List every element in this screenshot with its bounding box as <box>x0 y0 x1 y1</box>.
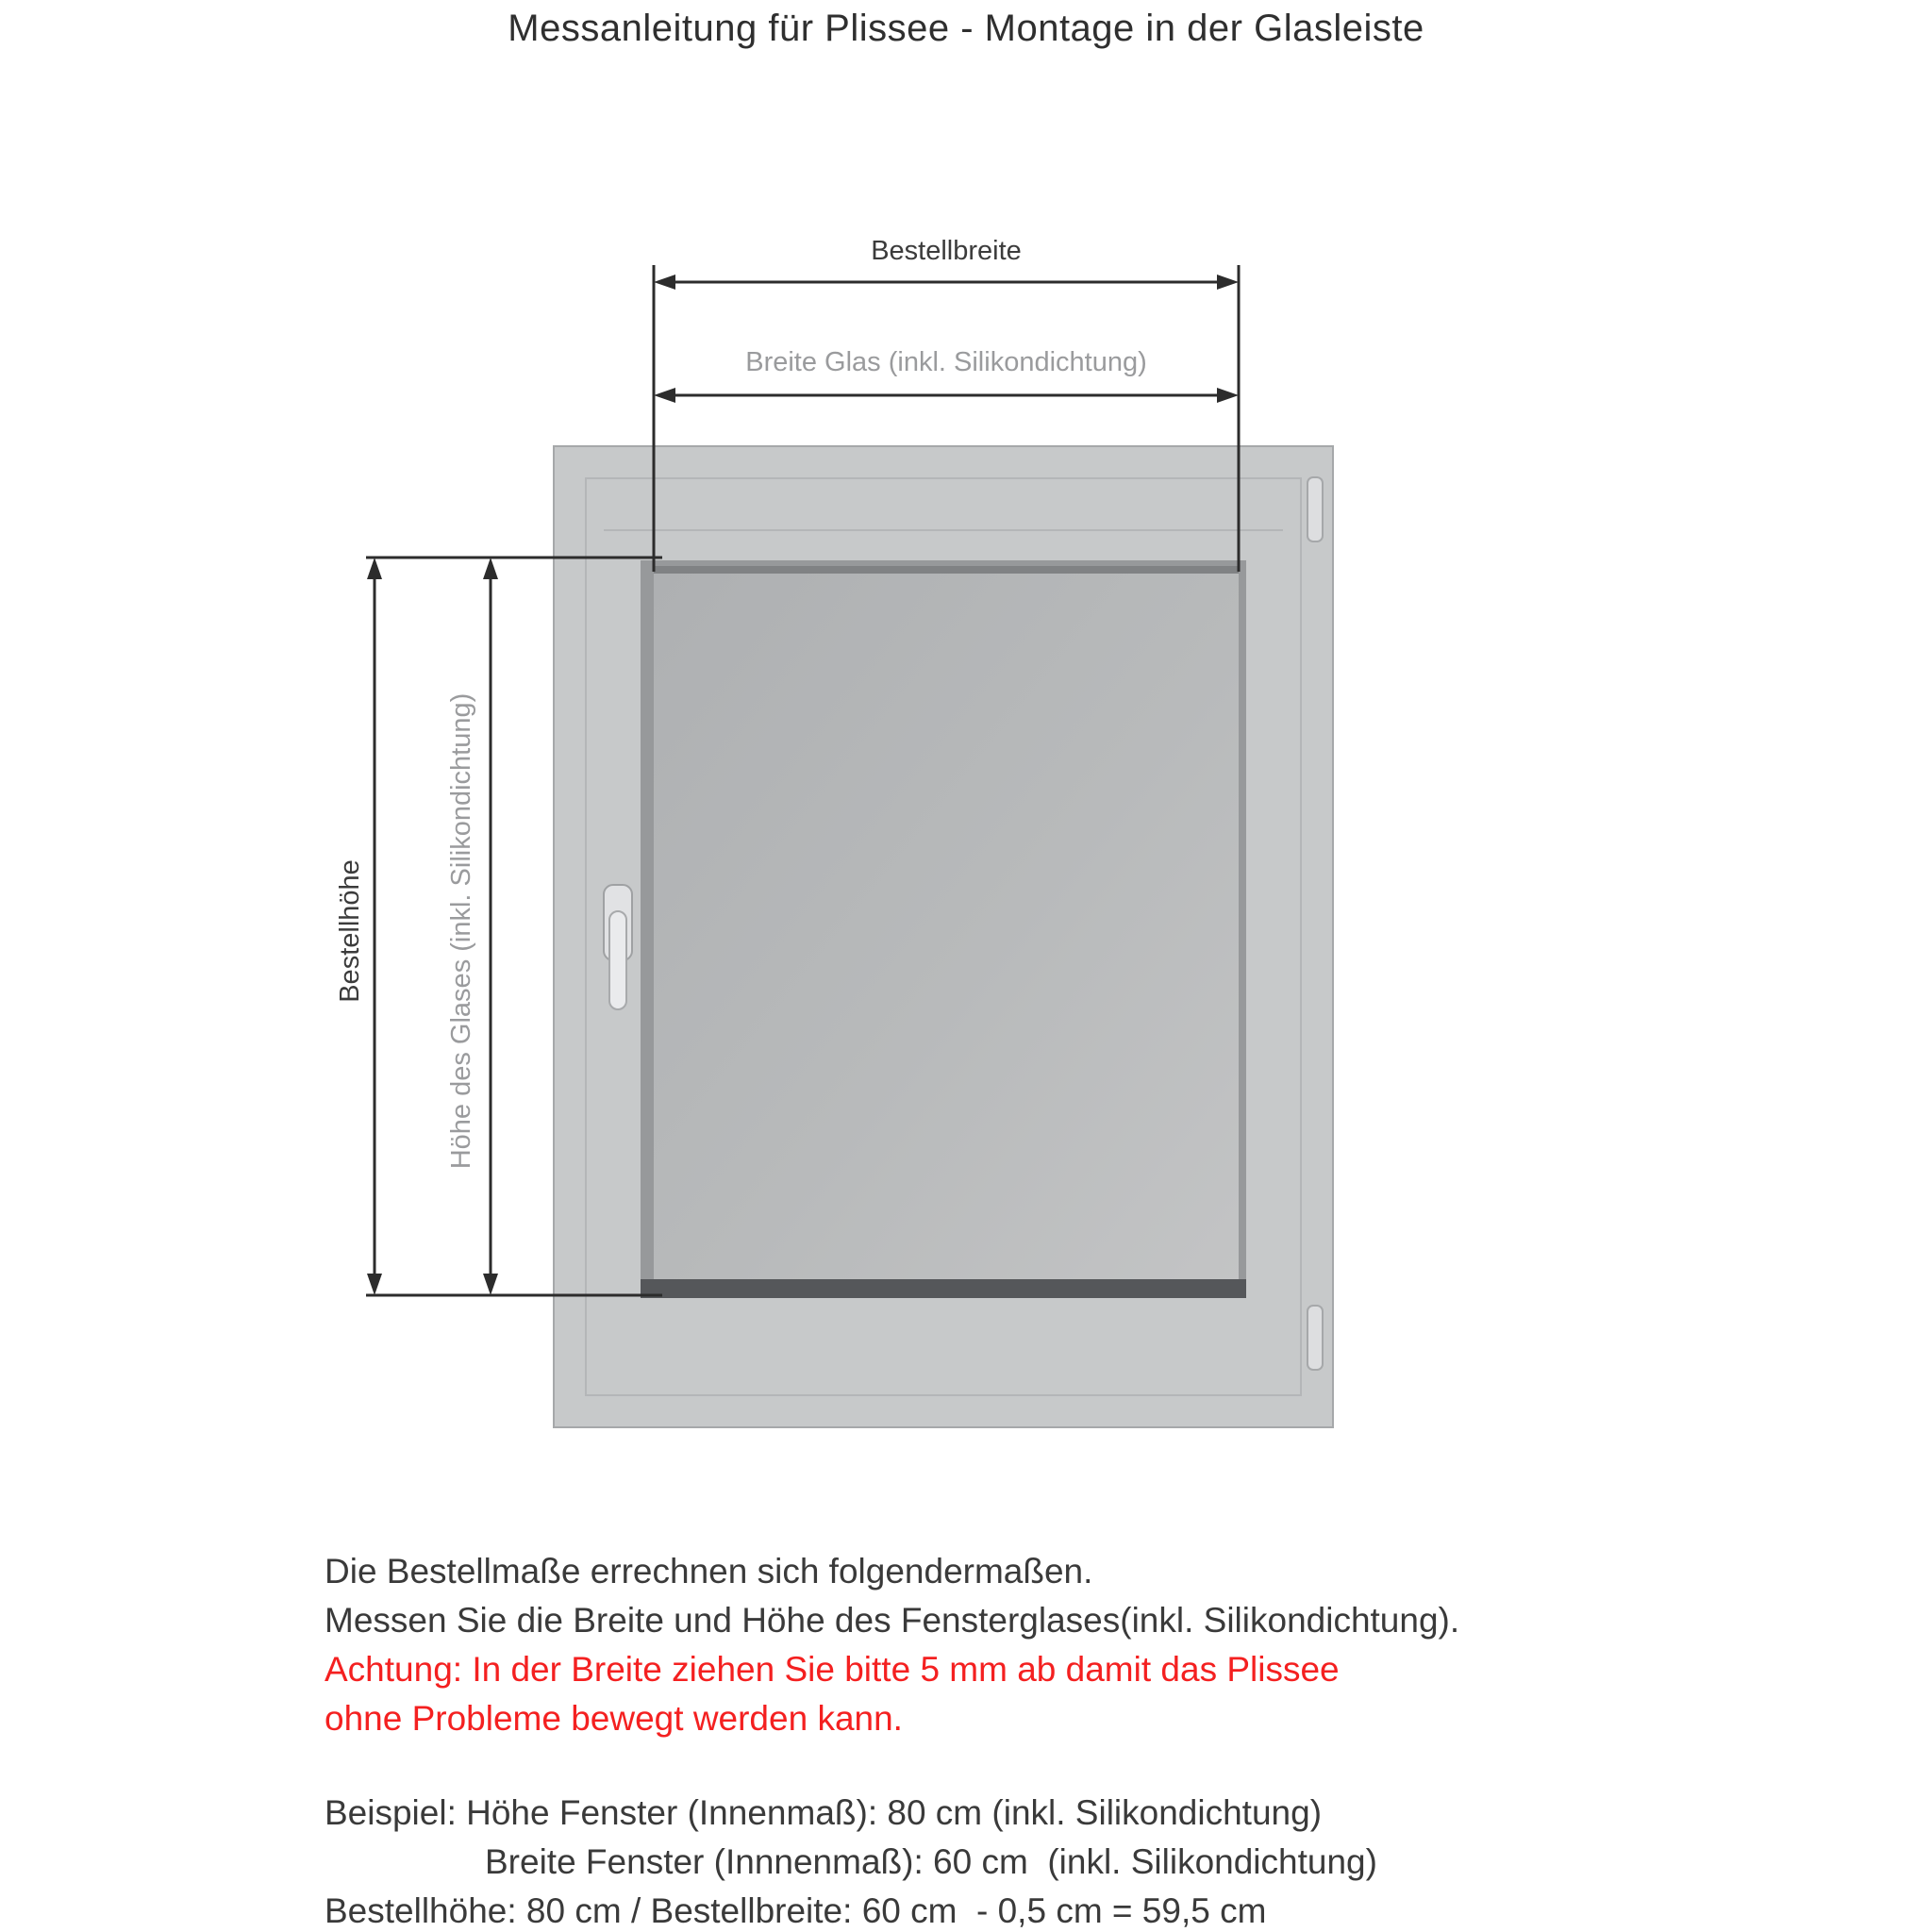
window-handle-grip <box>609 911 626 1009</box>
window-illustration <box>554 446 1333 1427</box>
window-hinge-top <box>1307 477 1323 541</box>
instruction-line-1: Die Bestellmaße errechnen sich folgendermaßen. <box>325 1552 1093 1591</box>
window-hinge-bottom <box>1307 1306 1323 1370</box>
warning-line-2: ohne Probleme bewegt werden kann. <box>325 1699 903 1738</box>
order-height-label: Bestellhöhe <box>335 859 365 1003</box>
example-line-2: Breite Fenster (Innnenmaß): 60 cm (inkl. Silikondichtung) <box>485 1842 1377 1881</box>
example-line-3: Bestellhöhe: 80 cm / Bestellbreite: 60 cm - 0,5 cm = 59,5 cm <box>325 1891 1267 1930</box>
text-spacer <box>325 1743 1890 1789</box>
instructions-block <box>325 1547 1890 1932</box>
window-glass <box>654 566 1239 1289</box>
example-line-1: Beispiel: Höhe Fenster (Innenmaß): 80 cm (inkl. Silikondichtung) <box>325 1793 1323 1832</box>
warning-line-1: Achtung: In der Breite ziehen Sie bitte 5 mm ab damit das Plissee <box>325 1650 1340 1689</box>
order-width-label: Bestellbreite <box>871 236 1022 266</box>
page-title: Messanleitung für Plissee - Montage in der Glasleiste <box>508 8 1424 49</box>
instruction-line-2: Messen Sie die Breite und Höhe des Fensterglases(inkl. Silikondichtung). <box>325 1601 1460 1640</box>
glass-width-label: Breite Glas (inkl. Silikondichtung) <box>745 347 1147 377</box>
glass-height-label: Höhe des Glases (inkl. Silikondichtung) <box>446 692 476 1170</box>
